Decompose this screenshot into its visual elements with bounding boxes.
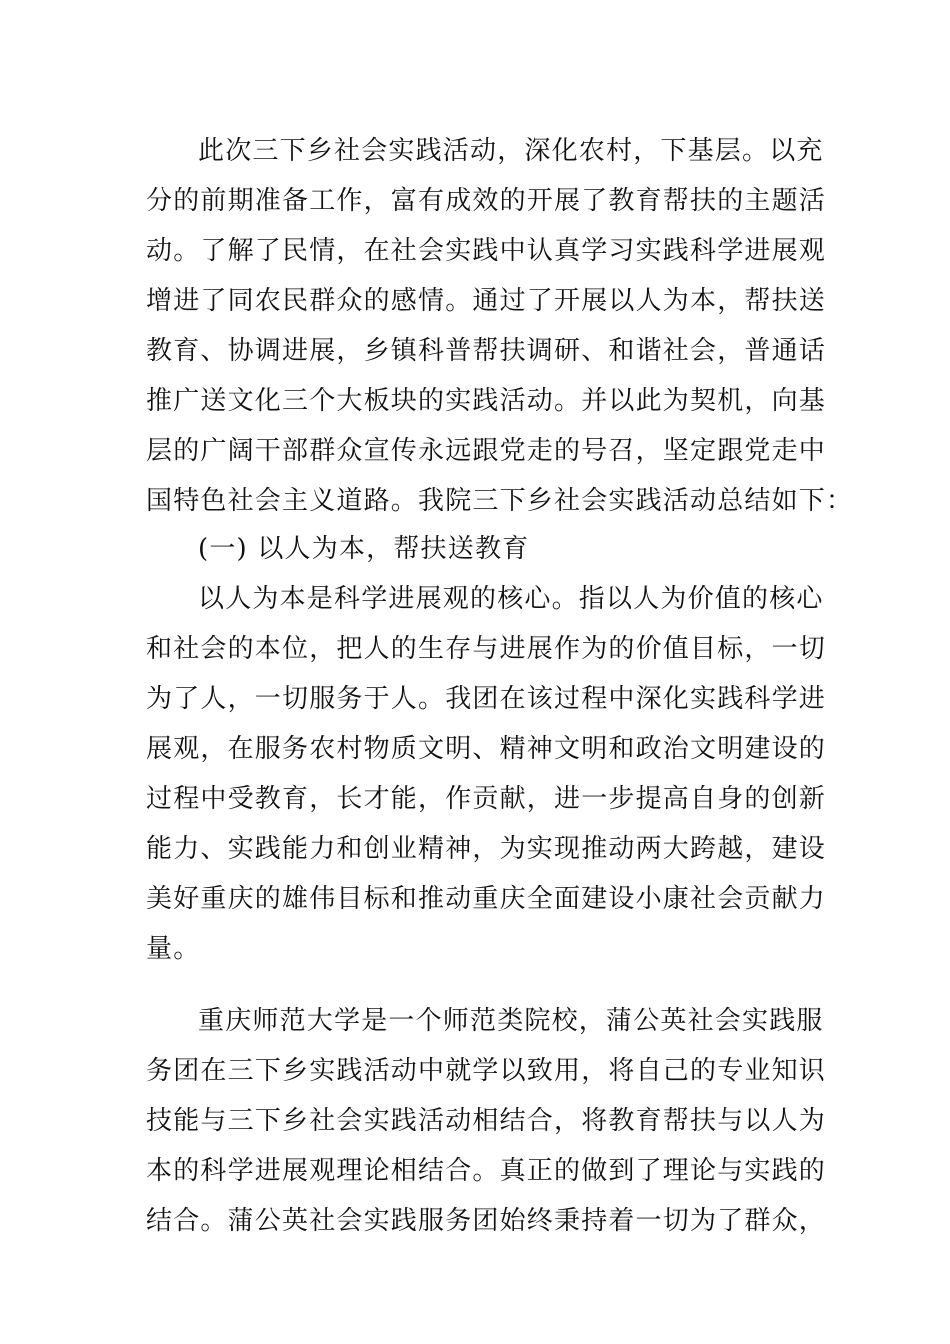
paragraph-1-line-7: 层的广阔干部群众宣传永远跟党走的号召，坚定跟党走中 <box>146 436 827 466</box>
paragraph-1-line-5: 教育、协调进展，乡镇科普帮扶调研、和谐社会，普通话 <box>146 336 827 366</box>
paragraph-2-line-4: 展观，在服务农村物质文明、精神文明和政治文明建设的 <box>146 734 827 764</box>
paragraph-3-line-2: 务团在三下乡实践活动中就学以致用，将自己的专业知识 <box>146 1056 827 1086</box>
paragraph-3-line-5: 结合。蒲公英社会实践服务团始终秉持着一切为了群众， <box>146 1206 827 1236</box>
paragraph-1-line-4: 增进了同农民群众的感情。通过了开展以人为本，帮扶送 <box>146 286 827 316</box>
paragraph-2-line-6: 能力、实践能力和创业精神，为实现推动两大跨越，建设 <box>146 834 827 864</box>
paragraph-1-line-6: 推广送文化三个大板块的实践活动。并以此为契机，向基 <box>146 386 827 416</box>
paragraph-3-line-4: 本的科学进展观理论相结合。真正的做到了理论与实践的 <box>146 1156 827 1186</box>
paragraph-2-line-1: 以人为本是科学进展观的核心。指以人为价值的核心 <box>198 584 824 614</box>
paragraph-2-line-5: 过程中受教育，长才能，作贡献，进一步提高自身的创新 <box>146 784 827 814</box>
section-heading: (一) 以人为本，帮扶送教育 <box>198 534 530 564</box>
paragraph-1-line-2: 分的前期准备工作，富有成效的开展了教育帮扶的主题活 <box>146 186 827 216</box>
paragraph-2-line-8: 量。 <box>146 934 201 964</box>
paragraph-1-line-1: 此次三下乡社会实践活动，深化农村，下基层。以充 <box>198 136 824 166</box>
paragraph-3-line-3: 技能与三下乡社会实践活动相结合，将教育帮扶与以人为 <box>146 1106 827 1136</box>
paragraph-3-line-1: 重庆师范大学是一个师范类院校，蒲公英社会实践服 <box>198 1006 824 1036</box>
paragraph-2-line-3: 为了人，一切服务于人。我团在该过程中深化实践科学进 <box>146 684 827 714</box>
paragraph-2-line-2: 和社会的本位，把人的生存与进展作为的价值目标，一切 <box>146 634 827 664</box>
paragraph-2-line-7: 美好重庆的雄伟目标和推动重庆全面建设小康社会贡献力 <box>146 884 827 914</box>
paragraph-1-line-3: 动。了解了民情，在社会实践中认真学习实践科学进展观 <box>146 236 827 266</box>
paragraph-1-line-8: 国特色社会主义道路。我院三下乡社会实践活动总结如下： <box>146 486 854 516</box>
